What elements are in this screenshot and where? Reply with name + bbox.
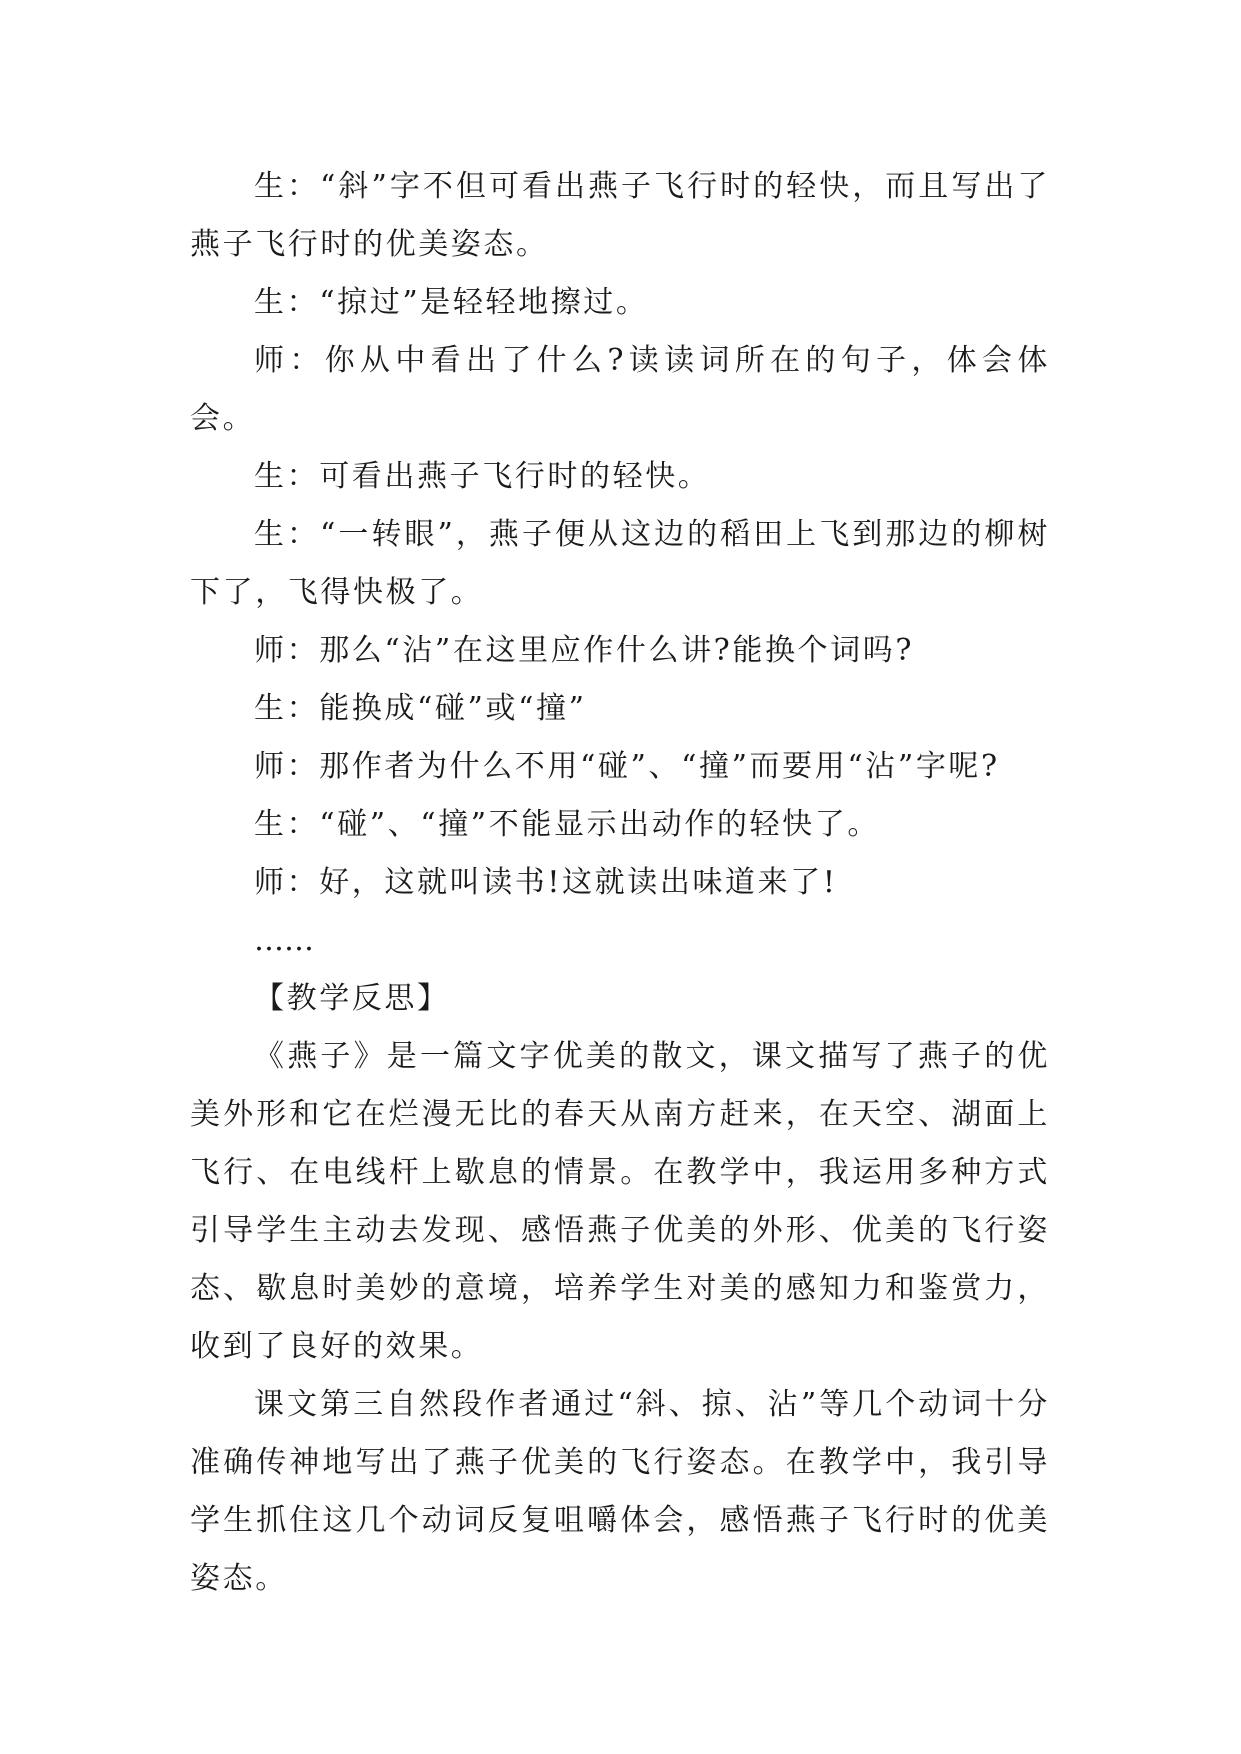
dialogue-paragraph: 生：“碰”、“撞”不能显示出动作的轻快了。: [254, 807, 880, 842]
dialogue-paragraph: 生：“一转眼”，燕子便从这边的稻田上飞到那边的柳树下了，飞得快极了。: [190, 517, 1050, 610]
ellipsis-paragraph: ……: [254, 923, 314, 958]
dialogue-paragraph: 生：“掠过”是轻轻地擦过。: [254, 285, 649, 320]
dialogue-paragraph: 师：好，这就叫读书!这就读出味道来了!: [254, 865, 838, 900]
dialogue-paragraph: 生：能换成“碰”或“撞”: [254, 691, 587, 726]
document-page: [190, 158, 1050, 1608]
reflection-paragraph: 课文第三自然段作者通过“斜、掠、沾”等几个动词十分准确传神地写出了燕子优美的飞行姿态。在教学中，我引导学生抓住这几个动词反复咀嚼体会，感悟燕子飞行时的优美姿态。: [190, 1387, 1050, 1596]
dialogue-paragraph: 师：你从中看出了什么?读读词所在的句子，体会体会。: [190, 343, 1050, 436]
section-heading: 【教学反思】: [254, 981, 450, 1016]
reflection-paragraph: 《燕子》是一篇文字优美的散文，课文描写了燕子的优美外形和它在烂漫无比的春天从南方赶来，在天空、湖面上飞行、在电线杆上歇息的情景。在教学中，我运用多种方式引导学生主动去发现、感悟燕子优美的外形、优美的飞行姿态、歇息时美妙的意境，培养学生对美的感知力和鉴赏力，收到了良好的效果。: [190, 1039, 1050, 1364]
dialogue-paragraph: 生：可看出燕子飞行时的轻快。: [254, 459, 711, 494]
dialogue-paragraph: 生：“斜”字不但可看出燕子飞行时的轻快，而且写出了燕子飞行时的优美姿态。: [190, 169, 1050, 262]
dialogue-paragraph: 师：那作者为什么不用“碰”、“撞”而要用“沾”字呢?: [254, 749, 1000, 784]
dialogue-paragraph: 师：那么“沾”在这里应作什么讲?能换个词吗?: [254, 633, 915, 668]
